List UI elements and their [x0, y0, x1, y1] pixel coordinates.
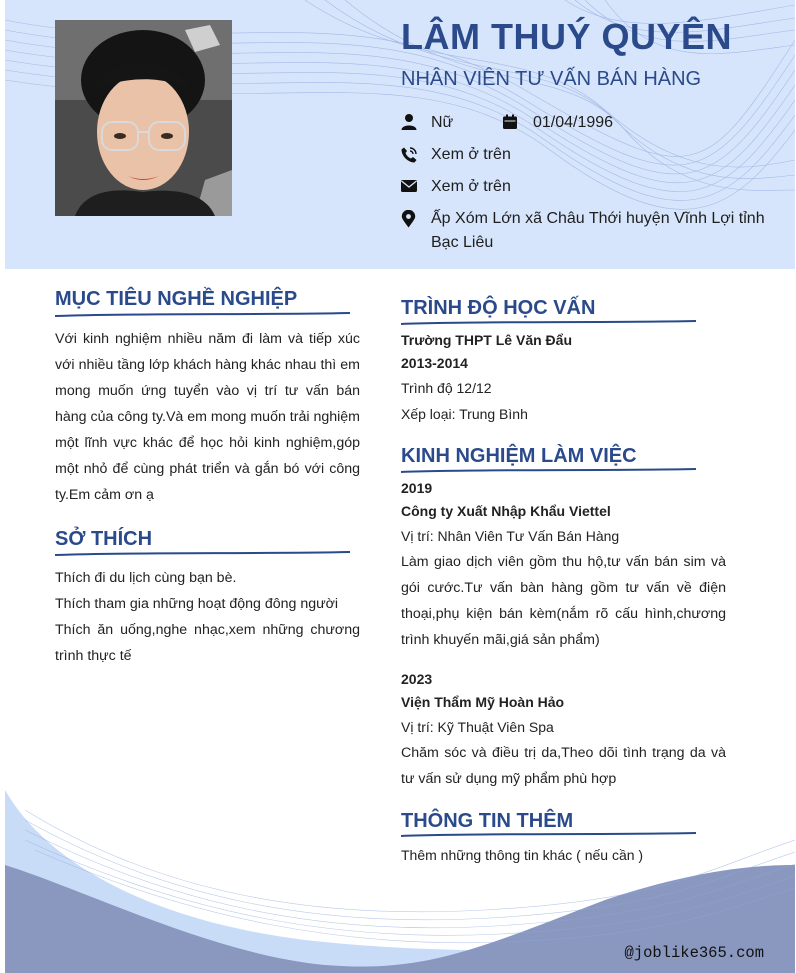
additional-heading: THÔNG TIN THÊM: [401, 810, 574, 832]
site-watermark[interactable]: @joblike365.com: [624, 944, 764, 962]
objective-heading: MỤC TIÊU NGHỀ NGHIỆP: [55, 288, 298, 310]
hobbies-underline: [55, 551, 350, 557]
experience-underline: [401, 468, 696, 474]
footer-decoration: [5, 770, 795, 973]
job-title: NHÂN VIÊN TƯ VẤN BÁN HÀNG: [401, 68, 702, 90]
profile-photo: [55, 20, 232, 216]
gender-value: Nữ: [431, 114, 454, 131]
job-position: Vị trí: Kỹ Thuật Viên Spa: [401, 719, 554, 735]
hobby-item: Thích ăn uống,nghe nhạc,xem những chương trình thực tế: [55, 622, 360, 664]
education-heading: TRÌNH ĐỘ HỌC VẤN: [401, 297, 596, 319]
school-name: Trường THPT Lê Văn Đẩu: [401, 332, 572, 348]
education-underline: [401, 320, 696, 326]
objective-text: Với kinh nghiệm nhiều năm đi làm và tiếp xúc với nhiều tầng lớp khách hàng khác nhau thì em mong muốn ứng tuyển vào vị trí tư vấn bán hàng của công ty.Và em mong muốn trải nghiệm một lĩnh vực khác để học hỏi kinh nghiệm,góp một nhỏ để cùng phát triển và gắn bó với công ty.Em cảm ơn ạ: [55, 331, 360, 503]
objective-underline: [55, 312, 350, 318]
education-grade: Xếp loại: Trung Bình: [401, 406, 528, 422]
candidate-name: LÂM THUÝ QUYÊN: [401, 16, 732, 57]
hobbies-heading: SỞ THÍCH: [55, 528, 153, 550]
cv-page: [5, 0, 795, 973]
experience-heading: KINH NGHIỆM LÀM VIỆC: [401, 445, 637, 467]
education-years: 2013-2014: [401, 355, 468, 371]
birthdate-value: 01/04/1996: [533, 114, 614, 131]
job-year: 2019: [401, 480, 433, 496]
hobby-item: Thích tham gia những hoạt động đông người: [55, 596, 339, 612]
job-company: Công ty Xuất Nhập Khẩu Viettel: [401, 503, 611, 519]
phone-icon: [400, 146, 418, 164]
job-year: 2023: [401, 671, 433, 687]
job-description: Làm giao dịch viên gồm thu hộ,tư vấn bán sim và gói cước.Tư vấn bàn hàng gồm tư vấn về điện thoại,phụ kiện bán kèm(nắm rõ cấu hình,chương trình khuyến mãi,giá sản phẩm): [401, 554, 726, 648]
job-position: Vị trí: Nhân Viên Tư Vấn Bán Hàng: [401, 528, 620, 544]
calendar-icon: [502, 114, 518, 130]
email-value[interactable]: Xem ở trên: [431, 178, 511, 195]
user-icon: [400, 113, 418, 131]
avatar: [55, 20, 232, 216]
map-pin-icon: [401, 210, 416, 228]
additional-underline: [401, 832, 696, 838]
hobby-item: Thích đi du lịch cùng bạn bè.: [55, 570, 237, 586]
education-level: Trình độ 12/12: [401, 380, 492, 396]
header-section: [5, 0, 795, 269]
envelope-icon: [400, 179, 418, 193]
job-description: Chăm sóc và điều trị da,Theo dõi tình trạng da và tư vấn sử dụng mỹ phẩm phù hợp: [401, 745, 726, 787]
address-line-1: Ấp Xóm Lớn xã Châu Thới huyện Vĩnh Lợi tỉnh: [431, 210, 765, 227]
phone-value[interactable]: Xem ở trên: [431, 146, 511, 163]
job-company: Viện Thẩm Mỹ Hoàn Hảo: [401, 694, 565, 710]
address-line-2: Bạc Liêu: [431, 234, 494, 251]
additional-text: Thêm những thông tin khác ( nếu cần ): [401, 847, 644, 863]
